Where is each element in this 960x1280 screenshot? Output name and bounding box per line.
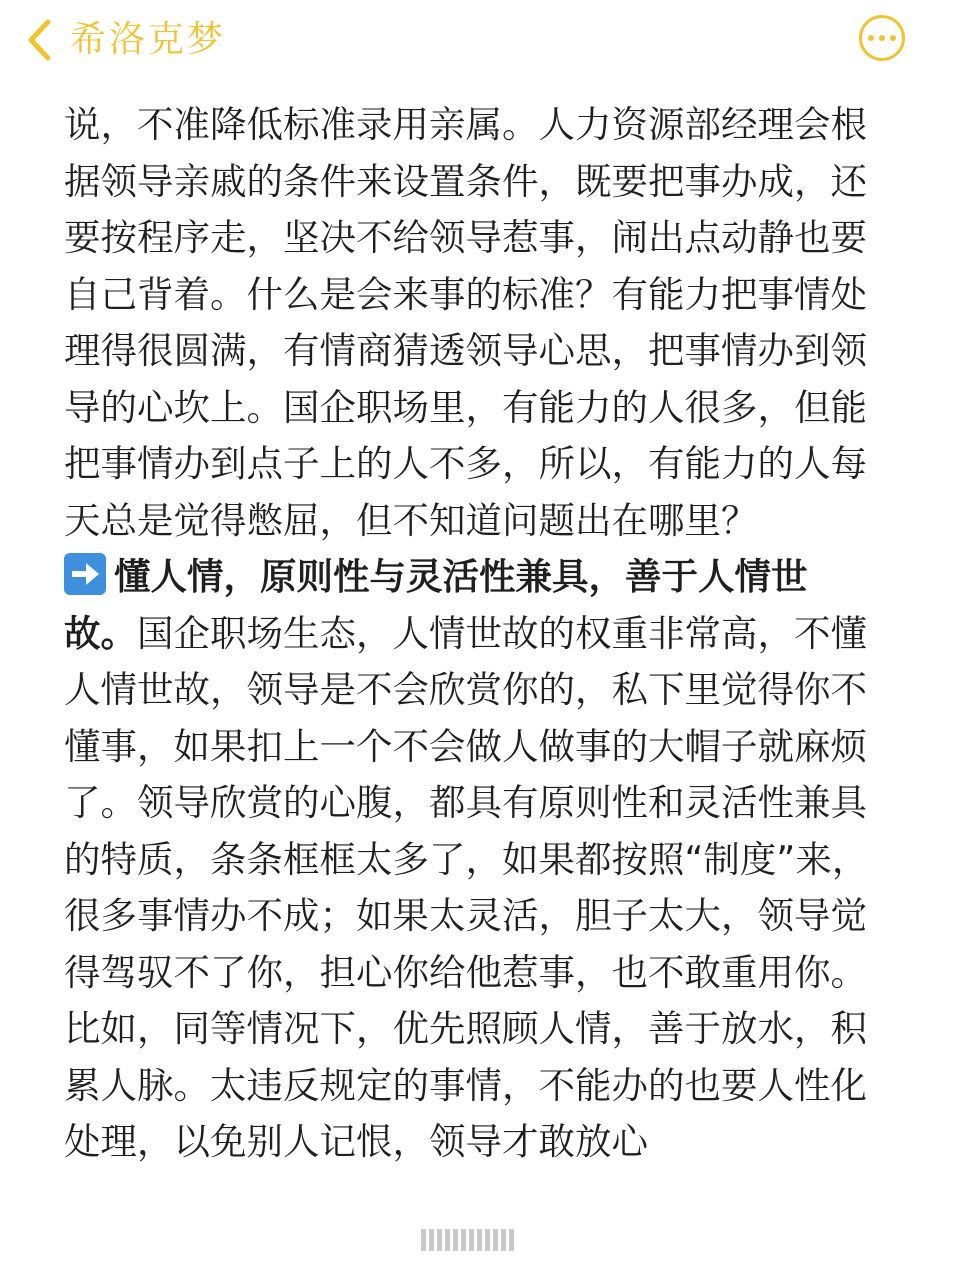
paragraph-2-tail: ，领导才敢放心 [392,1120,648,1163]
more-dot-icon [890,35,896,41]
paragraph-2-text: 国企职场生态，人情世故的权重非常高，不懂人情世故，领导是不会欣赏你的，私下里觉得你不懂事，如果扣上一个不会做人做事的大帽子就麻烦了。领导欣赏的心腹，都具有原则性和灵活性兼具的特质，条条框框太多了，如果都按照“制度”来，很多事情办不成；如果太灵活，胆子太大，领导觉得驾驭不了你，担心你给他惹事，也不敢重用你。比如，同等情况下，优先照顾人情，善于放水，积累人脉。太违反规定的事情，不能办的也要人性化处理，以免别人记恨 [64,611,869,1163]
page-title: 希洛克梦 [70,19,227,60]
paragraph-2 [64,549,874,1171]
top-navigation-bar [0,0,960,84]
chevron-left-icon [26,19,52,61]
article-body [64,97,874,1171]
right-arrow-emoji-icon [64,553,106,595]
more-options-button[interactable] [859,15,905,61]
paragraph-1: 说，不准降低标准录用亲属。人力资源部经理会根据领导亲戚的条件来设置条件，既要把事办成，还要按程序走，坚决不给领导惹事，闹出点动静也要自己背着。什么是会来事的标准？有能力把事情处理得很圆满，有情商猜透领导心思，把事情办到领导的心坎上。国企职场里，有能力的人很多，但能把事情办到点子上的人不多，所以，有能力的人每天总是觉得憋屈，但不知道问题出在哪里？ [64,103,867,542]
more-dot-icon [879,35,885,41]
watermark-overlay [362,1215,572,1265]
back-button[interactable] [26,14,226,66]
more-dot-icon [868,35,874,41]
section-heading: 懂人情，原则性与灵活性兼具，善于人情世故。 [64,555,808,655]
